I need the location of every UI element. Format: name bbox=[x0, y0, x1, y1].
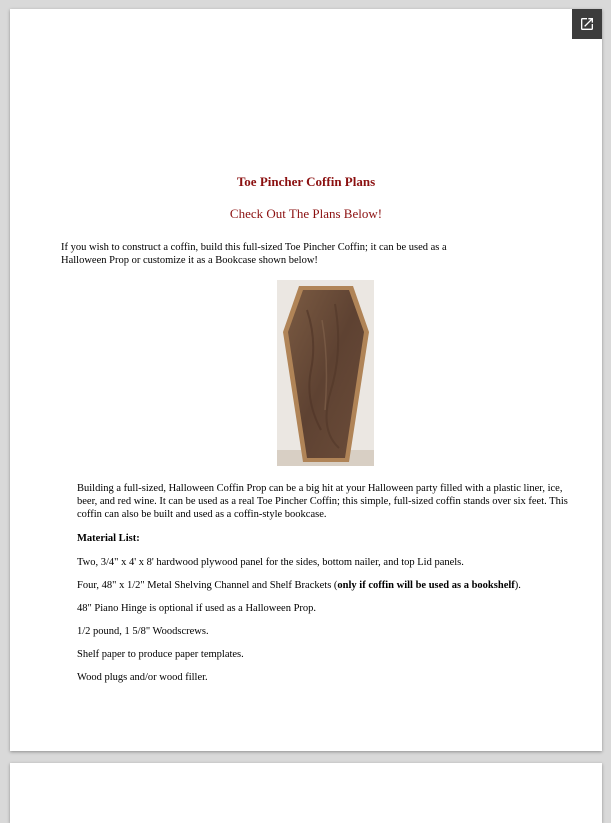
material-item bbox=[77, 625, 569, 638]
popout-button[interactable] bbox=[572, 9, 602, 39]
material-item-emphasis: only if coffin will be used as a bookshelf bbox=[337, 580, 515, 591]
material-item-text: Four, 48" x 1/2" Metal Shelving Channel and Shelf Brackets ( bbox=[77, 580, 338, 591]
material-item-text-end: ). bbox=[514, 580, 521, 591]
material-item bbox=[77, 648, 569, 661]
material-item-text: Shelf paper to produce paper templates. bbox=[77, 649, 244, 660]
material-item-text: Two, 3/4" x 4' x 8' hardwood plywood panel for the sides, bottom nailer, and top Lid panels. bbox=[77, 557, 464, 568]
material-item-text: Wood plugs and/or wood filler. bbox=[77, 672, 208, 683]
pdf-page-next bbox=[10, 763, 602, 823]
material-item-text: 48" Piano Hinge is optional if used as a Halloween Prop. bbox=[77, 603, 317, 614]
material-item-text: 1/2 pound, 1 5/8" Woodscrews. bbox=[77, 626, 209, 637]
content-body bbox=[77, 482, 569, 694]
description-paragraph: Building a full-sized, Halloween Coffin Prop can be a big hit at your Halloween party filled with a plastic liner, ice, beer, and red wine. It can be used as a real Toe Pincher Coffin; this simple, full-sized coffin stands over six feet. This coffin can also be built and used as a coffin-style bookcase. bbox=[77, 483, 568, 520]
material-item bbox=[77, 671, 569, 684]
pdf-page bbox=[10, 9, 602, 751]
material-list-heading: Material List: bbox=[77, 533, 140, 544]
intro-paragraph: If you wish to construct a coffin, build this full-sized Toe Pincher Coffin; it can be used as a Halloween Prop or customize it as a Bookcase shown below! bbox=[61, 242, 447, 266]
material-item bbox=[77, 579, 569, 592]
coffin-illustration bbox=[277, 280, 374, 466]
document-title: Toe Pincher Coffin Plans bbox=[236, 174, 376, 189]
material-item bbox=[77, 556, 569, 569]
open-in-new-icon bbox=[579, 16, 595, 32]
coffin-photo bbox=[277, 280, 374, 466]
document-subtitle: Check Out The Plans Below! bbox=[229, 206, 383, 221]
material-item bbox=[77, 602, 569, 615]
